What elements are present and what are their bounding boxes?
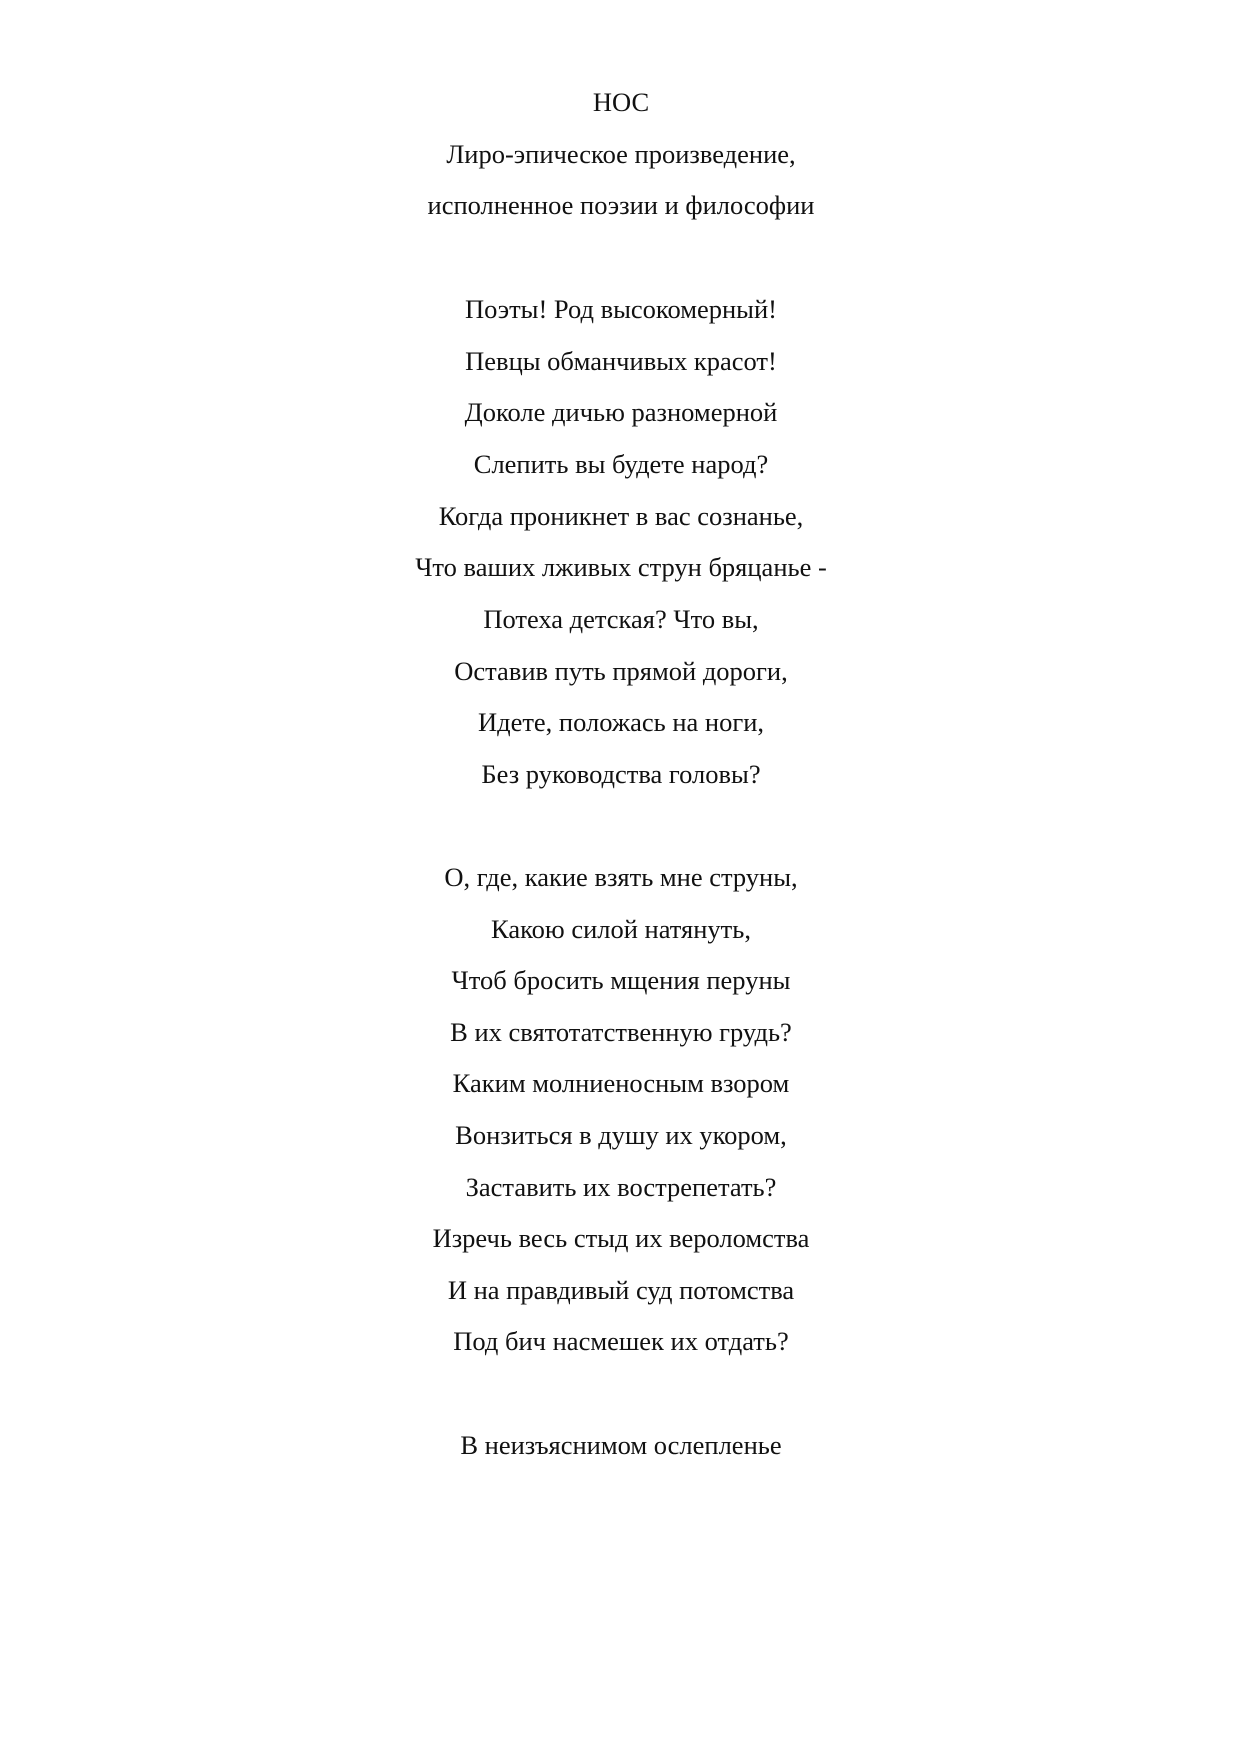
verse-line: Доколе дичью разномерной [464,397,778,427]
verse-line: Под бич насмешек их отдать? [453,1326,789,1356]
verse-line: В неизъяснимом ослепленье [460,1430,782,1460]
subtitle-line: исполненное поэзии и философии [427,190,815,220]
verse-line: Каким молниеносным взором [452,1068,790,1098]
verse-line: Певцы обманчивых красот! [465,346,777,376]
verse-line: Потеха детская? Что вы, [483,604,759,634]
subtitle-line: Лиро-эпическое произведение, [446,139,796,169]
verse-line: Чтоб бросить мщения перуны [451,965,791,995]
verse-line: Когда проникнет в вас сознанье, [438,501,804,531]
verse-line: Вонзиться в душу их укором, [455,1120,787,1150]
verse-line: Заставить их вострепетать? [465,1172,777,1202]
verse-line: Идете, положась на ноги, [477,707,765,737]
verse-line: Слепить вы будете народ? [473,449,769,479]
verse-line: Что ваших лживых струн бряцанье - [415,552,827,582]
verse-line: О, где, какие взять мне струны, [444,862,798,892]
verse-line: Без руководства головы? [481,759,761,789]
verse-line: В их святотатственную грудь? [450,1017,792,1047]
verse-line: И на правдивый суд потомства [447,1275,795,1305]
verse-line: Поэты! Род высокомерный! [465,294,777,324]
verse-line: Какою силой натянуть, [491,914,751,944]
poem-title: НОС [592,87,650,117]
verse-line: Изречь весь стыд их вероломства [432,1223,810,1253]
verse-line: Оставив путь прямой дороги, [454,656,788,686]
